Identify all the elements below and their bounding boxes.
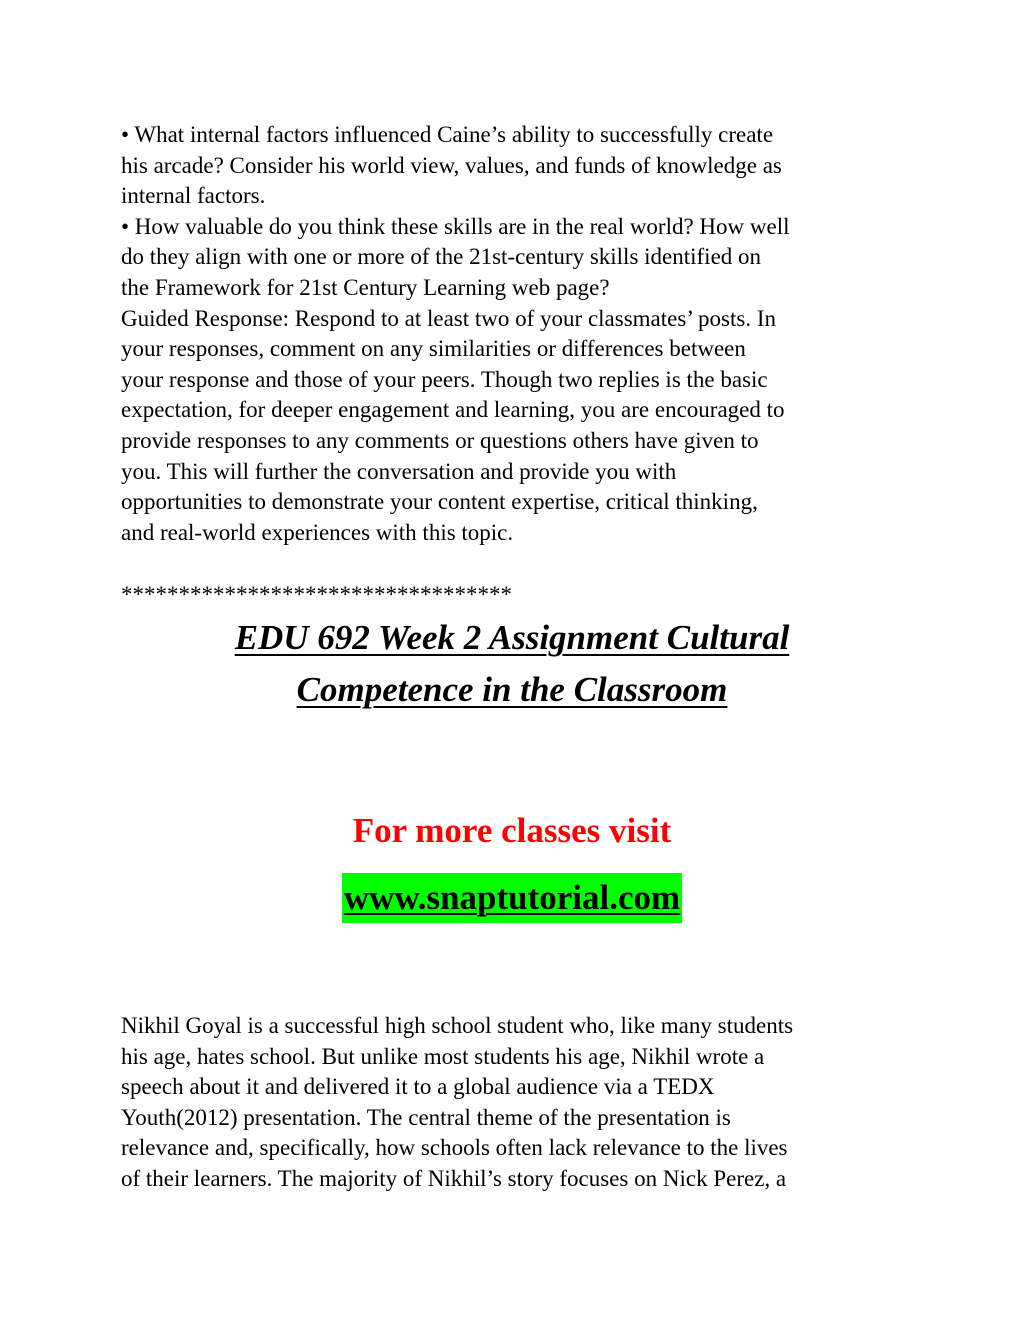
document-title-text: EDU 692 Week 2 Assignment Cultural Competence in the Classroom — [234, 618, 790, 709]
body-paragraph: Nikhil Goyal is a successful high school student who, like many students his age, hates school. But unlike most students his age, Nikhil wrote a speech about it and delivered it to a global audience via a TEDX Youth(2012) presentation. The central theme of the presentation is relevance and, specifically, how schools often lack relevance to the lives of their learners. The majority of Nikhil’s story focuses on Nick Perez, a — [121, 1013, 794, 1191]
promo-link-container — [0, 873, 1024, 923]
promo-text: For more classes visit — [352, 811, 672, 850]
document-title — [0, 612, 1024, 716]
promo-link[interactable]: www.snaptutorial.com — [342, 873, 682, 923]
separator-line: ********************************** — [121, 582, 512, 607]
intro-paragraph: • What internal factors influenced Caine’s ability to successfully create his arcade? Consider his world view, values, and funds of knowledge as internal factors. • How valuable do you think these skills are in the real world? How well do they align with one or more of the 21st-century skills identified on the Framework for 21st Century Learning web page? Guided Response: Respond to at least two of your classmates’ posts. In your responses, comment on any similarities or differences between your response and those of your peers. Though two replies is the basic expectation, for deeper engagement and learning, you are encouraged to provide responses to any comments or questions others have given to you. This will further the conversation and provide you with opportunities to demonstrate your content expertise, critical thinking, and real-world experiences with this topic. — [121, 122, 790, 545]
